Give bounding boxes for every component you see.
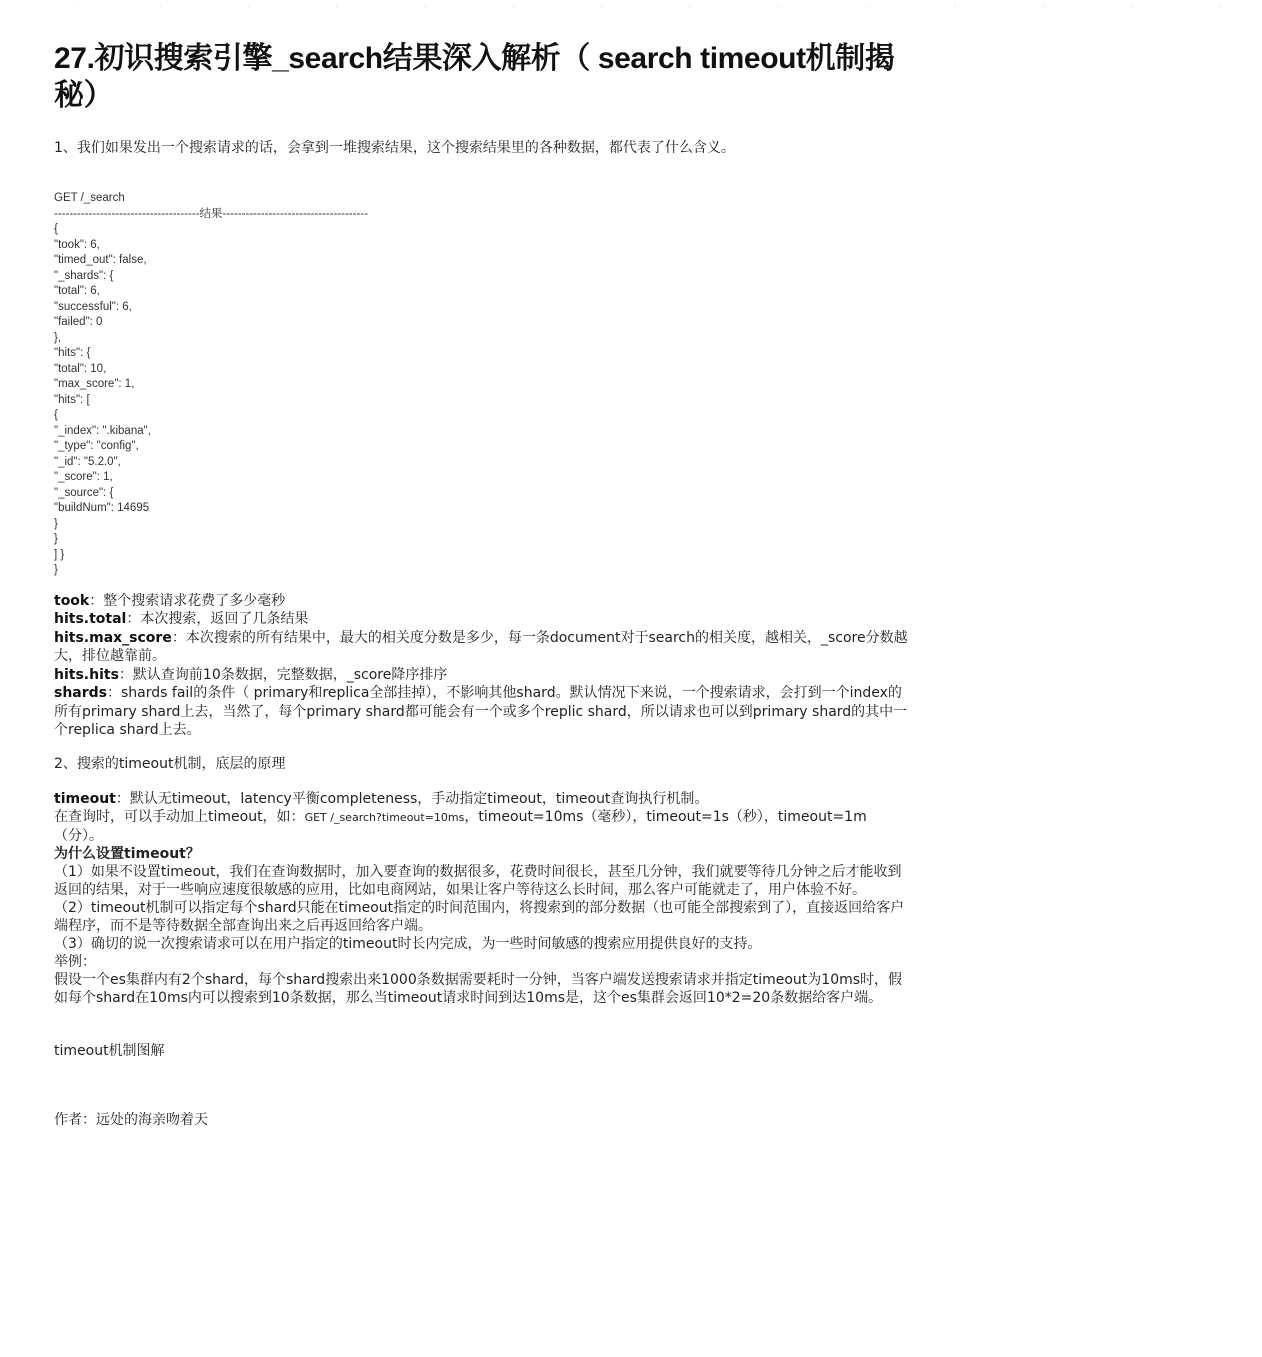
- explanation-text: ：本次搜索的所有结果中，最大的相关度分数是多少，每一条document对于search的相关度，越相关，_score分数越大，排位越靠前。: [54, 629, 908, 664]
- timeout-term: timeout: [54, 790, 116, 807]
- code-line: "_type": "config",: [54, 440, 139, 452]
- code-line: "timed_out": false,: [54, 254, 147, 266]
- explanation-item: [54, 629, 910, 666]
- code-line: "hits": [: [54, 393, 90, 406]
- code-line: --------------------------------------结果--------------------------------------: [54, 207, 369, 220]
- code-line: "_shards": {: [54, 269, 114, 282]
- code-line: "hits": {: [54, 347, 91, 359]
- reason-item: （2）timeout机制可以指定每个shard只能在timeout指定的时间范围内，将搜索到的部分数据（也可能全部搜索到了），直接返回给客户端程序，而不是等待数据全部查询出来之后再返回给客户端。: [54, 899, 905, 934]
- timeout-def-text: ：默认无timeout，latency平衡completeness，手动指定timeout，timeout查询执行机制。: [115, 790, 709, 807]
- code-line: {: [54, 223, 58, 235]
- document-page: [54, 40, 910, 1129]
- code-line: "total": 10,: [54, 362, 107, 375]
- explanation-item: [54, 684, 910, 740]
- code-line: "_id": "5.2.0",: [54, 455, 121, 468]
- code-line: "buildNum": 14695: [54, 502, 150, 514]
- example-text: 假设一个es集群内有2个shard，每个shard搜索出来1000条数据需要耗时一分钟，当客户端发送搜索请求并指定timeout为10ms时，假如每个shard在10ms内可以搜索到10条数据，那么当timeout请求时间到达10ms是，这个es集群会返回10*2=20条数据给客户端。: [54, 971, 903, 1006]
- example-heading: 举例：: [54, 953, 96, 970]
- code-line: }: [54, 533, 58, 545]
- watermark: · · · · · · · · · · · · · ·: [70, 0, 1262, 15]
- explanation-item: [54, 592, 910, 611]
- timeout-section: [54, 790, 910, 1007]
- code-line: {: [54, 409, 58, 421]
- explanation-term: hits.max_score: [54, 629, 172, 646]
- code-line: ] }: [54, 548, 65, 561]
- why-heading: 为什么设置timeout？: [54, 845, 200, 862]
- page-title: 27.初识搜索引擎_search结果深入解析（ search timeout机制揭秘）: [54, 42, 895, 112]
- code-line: "failed": 0: [54, 316, 103, 328]
- explanation-term: shards: [54, 685, 108, 701]
- explanation-term: took: [54, 592, 90, 609]
- timeout-definition: [54, 790, 910, 808]
- code-line: },: [54, 331, 62, 344]
- section2-heading: 2、搜索的timeout机制，底层的原理: [54, 755, 286, 772]
- field-explanations: [54, 592, 910, 740]
- explanation-text: ：整个搜索请求花费了多少毫秒: [89, 592, 286, 609]
- code-line: "total": 6,: [54, 285, 100, 297]
- explanation-item: [54, 666, 910, 685]
- diagram-label: timeout机制图解: [54, 1042, 165, 1059]
- code-line: "_index": ".kibana",: [54, 424, 151, 437]
- code-line: "max_score": 1,: [54, 378, 135, 390]
- timeout-manual: [54, 808, 910, 845]
- explanation-term: hits.total: [54, 611, 127, 627]
- author-line: 作者：远处的海亲吻着天: [54, 1111, 208, 1128]
- manual-suffix: ，timeout=10ms（毫秒），timeout=1s（秒），timeout=1m（分）。: [54, 808, 867, 844]
- code-line: }: [54, 564, 58, 576]
- code-line: }: [54, 517, 58, 530]
- reason-item: （1）如果不设置timeout，我们在查询数据时，加入要查询的数据很多，花费时间很长，甚至几分钟，我们就要等待几分钟之后才能收到返回的结果，对于一些响应速度很敏感的应用，比如电商网站，如果让客户等待这么长时间，那么客户可能就走了，用户体验不好。: [54, 863, 902, 898]
- explanation-text: ：本次搜索，返回了几条结果: [126, 611, 309, 627]
- explanation-item: [54, 610, 910, 629]
- code-line: "successful": 6,: [54, 300, 132, 313]
- manual-code: GET /_search?timeout=10ms: [304, 810, 465, 824]
- code-line: "took": 6,: [54, 238, 100, 251]
- explanation-term: hits.hits: [54, 666, 119, 683]
- reasons-list: [54, 863, 910, 953]
- code-line: "_source": {: [54, 486, 114, 499]
- code-line: GET /_search: [54, 192, 125, 204]
- explanation-text: ：shards fail的条件（ primary和replica全部挂掉），不影响其他shard。默认情况下来说，一个搜索请求，会打到一个index的所有primary shard上去，当然了，每个primary shard都可能会有一个或多个replic shard，所以请求也可以到primary shard的其中一个replica shard上去。: [54, 685, 908, 738]
- code-line: "_score": 1,: [54, 471, 113, 483]
- code-block: [54, 191, 910, 579]
- explanation-text: ：默认查询前10条数据，完整数据，_score降序排序: [118, 666, 448, 683]
- reason-item: （3）确切的说一次搜索请求可以在用户指定的timeout时长内完成，为一些时间敏感的搜索应用提供良好的支持。: [54, 935, 762, 952]
- intro-paragraph: 1、我们如果发出一个搜索请求的话，会拿到一堆搜索结果，这个搜索结果里的各种数据，都代表了什么含义。: [54, 140, 735, 156]
- manual-prefix: 在查询时，可以手动加上timeout，如：: [54, 808, 305, 825]
